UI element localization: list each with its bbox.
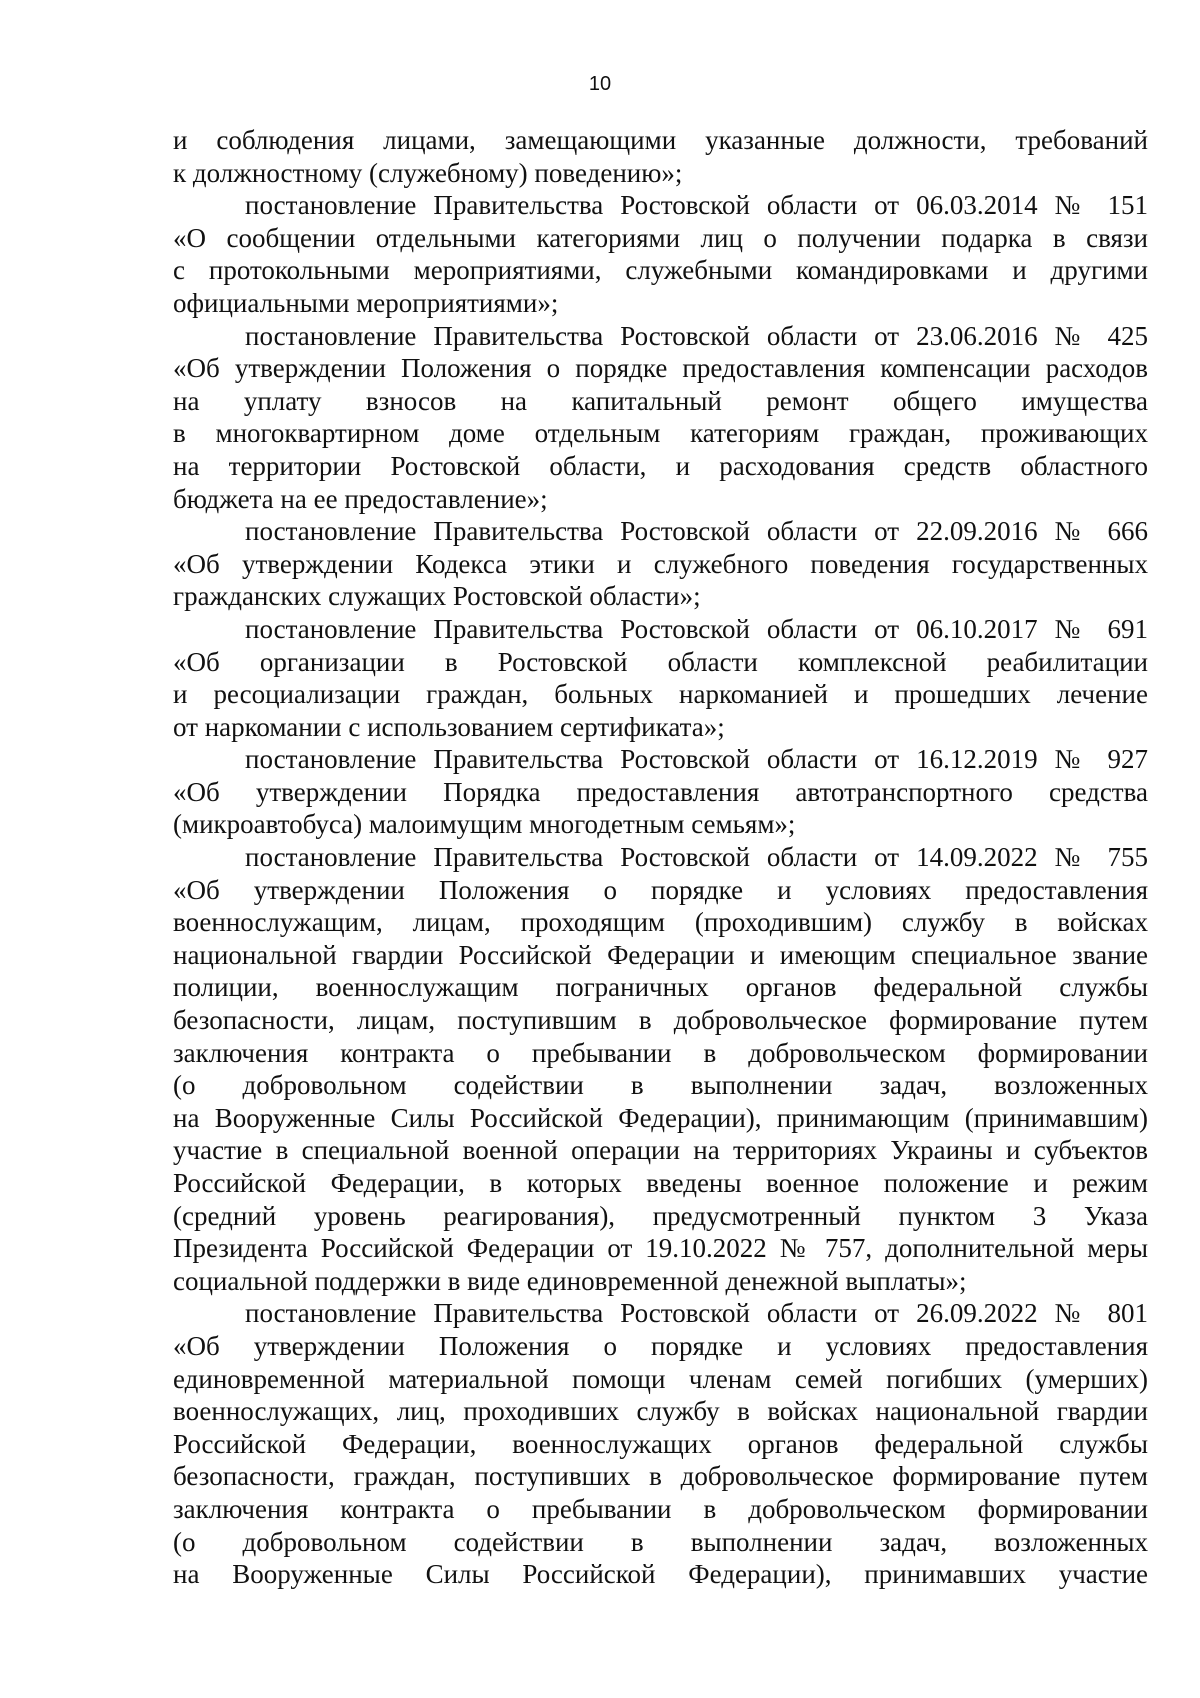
paragraph-first-line: постановление Правительства Ростовской области от 14.09.2022 № 755 [245,842,1148,873]
text-line: «Об утверждении Положения о порядке и условиях предоставления [173,1330,1148,1361]
text-line: заключения контракта о пребывании в добровольческом формировании [173,1037,1148,1068]
text-line: военнослужащих, лиц, проходивших службу в войсках национальной гвардии [173,1396,1148,1427]
text-line: в многоквартирном доме отдельным категориям граждан, проживающих [173,418,1148,449]
document-body [173,124,1148,1591]
paragraph-first-line: постановление Правительства Ростовской области от 22.09.2016 № 666 [245,516,1148,547]
paragraph-first-line: постановление Правительства Ростовской области от 26.09.2022 № 801 [245,1298,1148,1329]
page-number: 10 [588,73,612,95]
text-line: и соблюдения лицами, замещающими указанные должности, требований [173,125,1148,155]
text-line: национальной гвардии Российской Федерации и имеющим специальное звание [173,939,1148,970]
text-line: «О сообщении отдельными категориями лиц о получении подарка в связи [173,222,1148,253]
text-line: «Об утверждении Положения о порядке предоставления компенсации расходов [173,353,1148,384]
text-line: социальной поддержки в виде единовременной денежной выплаты»; [173,1265,967,1296]
paragraph-first-line: постановление Правительства Ростовской области от 06.10.2017 № 691 [245,613,1148,644]
text-line: на территории Ростовской области, и расходования средств областного [173,450,1148,481]
text-line: безопасности, лицам, поступившим в добровольческое формирование путем [173,1005,1148,1036]
text-line: с протокольными мероприятиями, служебными командировками и другими [173,255,1148,286]
text-line: (микроавтобуса) малоимущим многодетным семьям»; [173,809,796,840]
text-line: на Вооруженные Силы Российской Федерации), принимавших участие [173,1559,1148,1590]
text-line: бюджета на ее предоставление»; [173,483,548,514]
text-line: «Об утверждении Кодекса этики и служебного поведения государственных [173,548,1148,579]
text-line: единовременной материальной помощи членам семей погибших (умерших) [173,1363,1148,1394]
text-line: военнослужащим, лицам, проходящим (проходившим) службу в войсках [173,907,1148,938]
text-line: «Об утверждении Порядка предоставления автотранспортного средства [173,776,1148,807]
paragraph-first-line: постановление Правительства Ростовской области от 06.03.2014 № 151 [245,190,1148,221]
text-line: Российской Федерации, военнослужащих органов федеральной службы [173,1428,1148,1459]
paragraph-first-line: постановление Правительства Ростовской области от 16.12.2019 № 927 [245,744,1148,775]
text-line: (о добровольном содействии в выполнении задач, возложенных [173,1526,1148,1557]
text-line: официальными мероприятиями»; [173,287,559,318]
text-line: заключения контракта о пребывании в добровольческом формировании [173,1493,1148,1524]
text-line: «Об утверждении Положения о порядке и условиях предоставления [173,874,1148,905]
text-line: на уплату взносов на капитальный ремонт общего имущества [173,385,1148,416]
text-line: к должностному (служебному) поведению»; [173,157,683,188]
text-line: «Об организации в Ростовской области комплексной реабилитации [173,646,1148,677]
text-line: полиции, военнослужащим пограничных органов федеральной службы [173,972,1148,1003]
text-line: гражданских служащих Ростовской области»; [173,581,701,612]
text-line: (средний уровень реагирования), предусмотренный пунктом 3 Указа [173,1200,1148,1231]
text-line: участие в специальной военной операции на территориях Украины и субъектов [173,1135,1148,1166]
text-line: от наркомании с использованием сертификата»; [173,711,725,742]
text-line: Президента Российской Федерации от 19.10.2022 № 757, дополнительной меры [173,1233,1148,1264]
text-line: на Вооруженные Силы Российской Федерации), принимающим (принимавшим) [173,1102,1148,1133]
text-line: (о добровольном содействии в выполнении задач, возложенных [173,1070,1148,1101]
text-line: и ресоциализации граждан, больных наркоманией и прошедших лечение [173,679,1148,710]
paragraph-first-line: постановление Правительства Ростовской области от 23.06.2016 № 425 [245,320,1148,351]
text-line: Российской Федерации, в которых введены военное положение и режим [173,1168,1148,1198]
text-line: безопасности, граждан, поступивших в добровольческое формирование путем [173,1461,1148,1492]
